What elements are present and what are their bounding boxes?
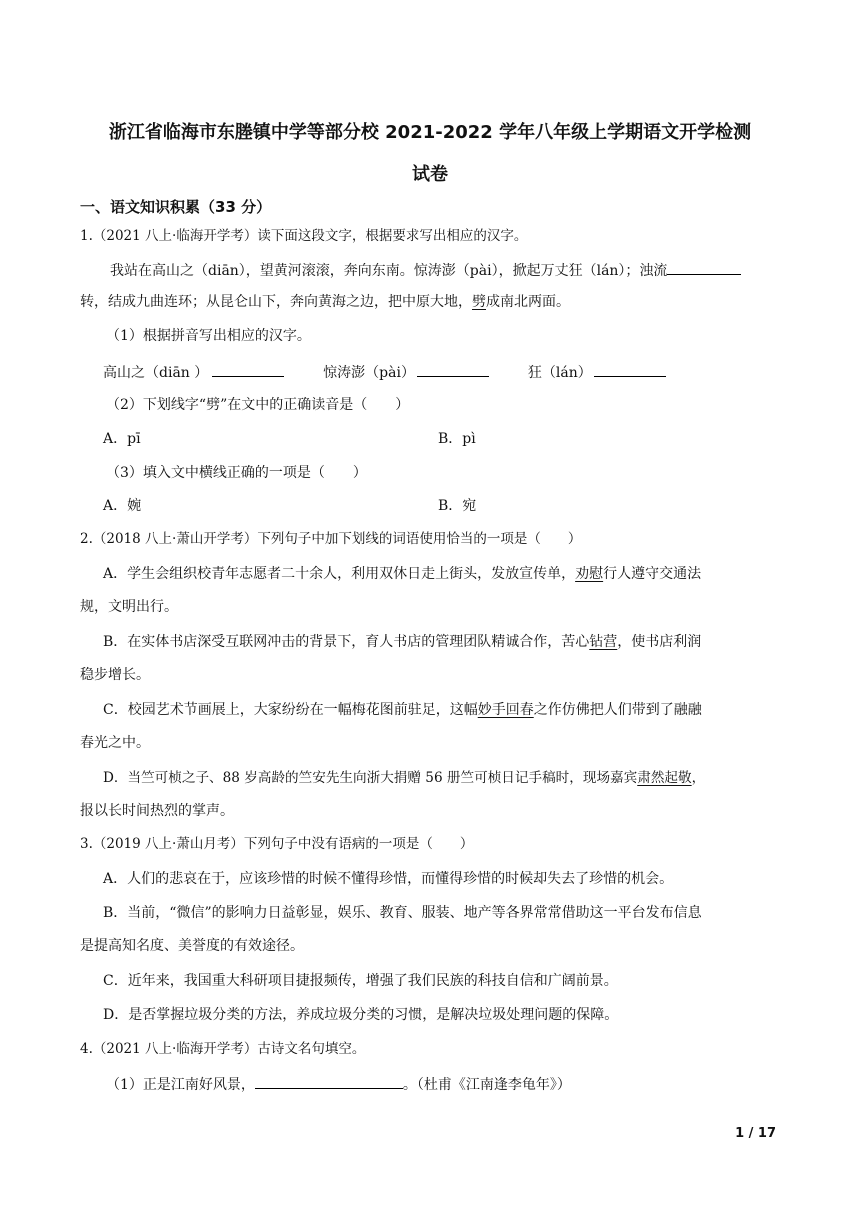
option-b[interactable]: B．pì xyxy=(438,431,476,447)
question-1-fill-row xyxy=(103,361,666,383)
underlined-word: 劈 xyxy=(472,294,486,310)
option-b-continued: 是提高知名度、美誉度的有效途径。 xyxy=(80,938,304,954)
option-b[interactable]: B．宛 xyxy=(438,498,477,514)
underlined-word: 肃然起敬 xyxy=(637,770,692,786)
answer-blank[interactable] xyxy=(667,259,741,275)
underlined-word: 妙手回春 xyxy=(477,702,534,718)
option-text: D．当竺可桢之子、88 岁高龄的竺安先生向浙大捐赠 56 册竺可桢日记手稿时，现场嘉宾 xyxy=(103,770,638,786)
question-1-stem: 1.（2021 八上·临海开学考）读下面这段文字，根据要求写出相应的汉字。 xyxy=(80,228,528,244)
answer-blank[interactable] xyxy=(255,1073,403,1089)
option-a[interactable]: A．婉 xyxy=(103,498,142,514)
question-text: （1）正是江南好风景， xyxy=(106,1077,255,1093)
question-1-passage-line1 xyxy=(110,259,741,281)
fill-label-2: 惊涛澎（pài） xyxy=(323,365,415,381)
question-4-stem: 4.（2021 八上·临海开学考）古诗文名句填空。 xyxy=(80,1041,366,1057)
answer-blank[interactable] xyxy=(212,361,284,377)
passage-text: 转，结成九曲连环；从昆仑山下，奔向黄海之边，把中原大地， xyxy=(80,294,472,310)
fill-label-1: 高山之（diān ） xyxy=(103,365,209,381)
option-c-continued: 春光之中。 xyxy=(80,735,150,751)
option-d-continued: 报以长时间热烈的掌声。 xyxy=(80,803,234,819)
underlined-word: 钻营 xyxy=(589,634,618,650)
option-c[interactable]: C．近年来，我国重大科研项目捷报频传，增强了我们民族的科技自信和广阔前景。 xyxy=(103,973,618,989)
question-1-sub1: （1）根据拼音写出相应的汉字。 xyxy=(106,328,311,344)
question-1-sub2: （2）下划线字“劈”在文中的正确读音是（ ） xyxy=(106,397,410,413)
passage-text: 我站在高山之（diān），望黄河滚滚，奔向东南。惊涛澎（pài），掀起万丈狂（lán）；浊流 xyxy=(110,263,668,279)
page-number: 1 / 17 xyxy=(735,1126,776,1141)
option-a[interactable]: A．pī xyxy=(103,431,141,447)
option-text: 行人遵守交通法 xyxy=(603,566,702,582)
option-text: 之作仿佛把人们带到了融融 xyxy=(533,702,702,718)
option-text: C．校园艺术节画展上，大家纷纷在一幅梅花图前驻足，这幅 xyxy=(103,702,478,718)
option-b[interactable] xyxy=(103,632,701,652)
underlined-word: 劝慰 xyxy=(575,566,604,582)
question-4-sub1 xyxy=(106,1073,571,1095)
option-a-continued: 规，文明出行。 xyxy=(80,599,178,615)
answer-blank[interactable] xyxy=(417,361,489,377)
option-a[interactable] xyxy=(103,564,701,584)
document-title-line1: 浙江省临海市东塍镇中学等部分校 2021-2022 学年八年级上学期语文开学检测 xyxy=(108,122,752,143)
option-text: ，使书店利润 xyxy=(617,634,702,650)
question-text: 。（杜甫《江南逢李龟年》） xyxy=(402,1077,571,1093)
answer-blank[interactable] xyxy=(594,361,666,377)
option-b[interactable]: B．当前，“微信”的影响力日益彰显，娱乐、教育、服装、地产等各界常常借助这一平台发布信息 xyxy=(103,905,702,921)
question-3-stem: 3.（2019 八上·萧山月考）下列句子中没有语病的一项是（ ） xyxy=(80,836,474,852)
question-1-passage-line2 xyxy=(80,292,570,312)
option-d[interactable]: D．是否掌握垃圾分类的方法，养成垃圾分类的习惯，是解决垃圾处理问题的保障。 xyxy=(103,1007,619,1023)
option-a[interactable]: A．人们的悲哀在于，应该珍惜的时候不懂得珍惜，而懂得珍惜的时候却失去了珍惜的机会。 xyxy=(103,871,674,887)
option-text: A．学生会组织校青年志愿者二十余人，利用双休日走上街头，发放宣传单， xyxy=(103,566,576,582)
option-text: B．在实体书店深受互联网冲击的背景下，育人书店的管理团队精诚合作，苦心 xyxy=(103,634,590,650)
fill-label-3: 狂（lán） xyxy=(527,365,592,381)
passage-text: 成南北两面。 xyxy=(486,294,570,310)
document-title-line2: 试卷 xyxy=(412,164,448,185)
question-1-sub3: （3）填入文中横线正确的一项是（ ） xyxy=(106,465,367,481)
section-heading: 一、语文知识积累（33 分） xyxy=(80,198,272,216)
option-c[interactable] xyxy=(103,700,702,720)
option-text: ， xyxy=(691,770,706,786)
option-d[interactable] xyxy=(103,768,705,788)
option-b-continued: 稳步增长。 xyxy=(80,667,150,683)
question-2-stem: 2.（2018 八上·萧山开学考）下列句子中加下划线的词语使用恰当的一项是（ ） xyxy=(80,531,582,547)
